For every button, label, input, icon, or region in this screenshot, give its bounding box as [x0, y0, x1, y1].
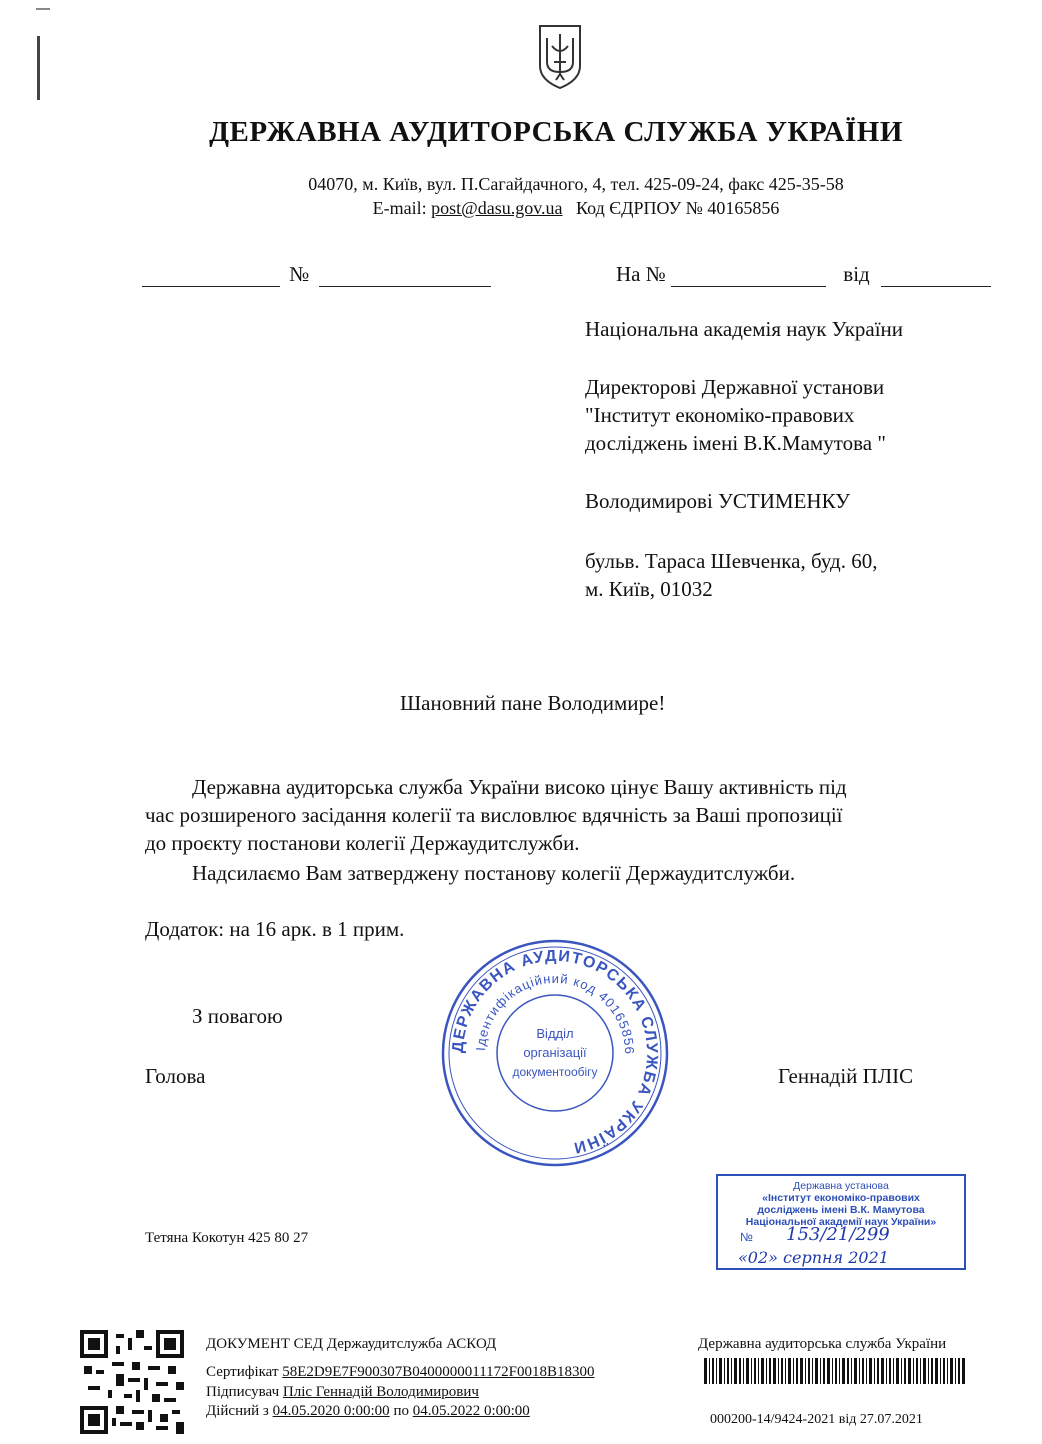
seal-center-2: організації: [523, 1045, 587, 1060]
recipient-address-2: м. Київ, 01032: [585, 577, 713, 601]
edrpou-code: Код ЄДРПОУ № 40165856: [576, 198, 780, 218]
valid-from-value: 04.05.2020 0:00:00: [272, 1403, 390, 1419]
number-blank: [319, 268, 491, 287]
body-p2: Надсилаємо Вам затверджену постанову колегії Держаудитслужби.: [192, 861, 796, 885]
outgoing-number-field: [142, 262, 491, 287]
executor-info: Тетяна Кокотун 425 80 27: [145, 1230, 309, 1246]
reg-stamp-date: «02» серпня 2021: [738, 1248, 889, 1267]
reg-stamp-no-label: №: [740, 1230, 753, 1244]
reg-stamp-number: 153/21/299: [786, 1224, 890, 1245]
sed-document-label: ДОКУМЕНТ СЕД Держаудитслужба АСКОД: [206, 1336, 497, 1352]
footer-agency: Державна аудиторська служба України: [698, 1336, 947, 1352]
attachment-note: Додаток: на 16 арк. в 1 прим.: [145, 917, 405, 941]
certificate-label: Сертифікат: [206, 1364, 283, 1380]
reg-stamp-line4: Національної академії наук України»: [745, 1216, 937, 1228]
barcode-icon: [704, 1358, 966, 1389]
seal-center-1: Відділ: [536, 1026, 574, 1041]
valid-to-value: 04.05.2022 0:00:00: [412, 1403, 530, 1419]
seal-center-3: документообігу: [512, 1065, 598, 1079]
reg-stamp-line3: досліджень імені В.К. Мамутова: [757, 1204, 925, 1216]
registration-number: 000200-14/9424-2021 від 27.07.2021: [710, 1412, 923, 1427]
number-label: №: [289, 262, 310, 286]
closing-regards: З повагою: [192, 1004, 283, 1028]
registration-stamp: [716, 1174, 966, 1270]
salutation: Шановний пане Володимире!: [400, 691, 666, 715]
agency-address: 04070, м. Київ, вул. П.Сагайдачного, 4, тел. 425-09-24, факс 425-35-58: [308, 174, 844, 194]
scan-mark: [36, 8, 50, 10]
valid-from-label: Дійсний з: [206, 1403, 273, 1419]
reg-stamp-line1: Державна установа: [793, 1180, 889, 1192]
recipient-address-1: бульв. Тараса Шевченка, буд. 60,: [585, 549, 878, 573]
recipient-person: Володимирові УСТИМЕНКУ: [585, 489, 851, 513]
agency-title: ДЕРЖАВНА АУДИТОРСЬКА СЛУЖБА УКРАЇНИ: [209, 116, 903, 148]
recipient-title-2: "Інститут економіко-правових: [585, 403, 855, 427]
signer-row: [206, 1384, 479, 1401]
recipient-title-1: Директорові Державної установи: [585, 375, 885, 399]
seal-ring-text: ДЕРЖАВНА АУДИТОРСЬКА СЛУЖБА УКРАЇНИ: [449, 947, 661, 1157]
coat-of-arms-icon: [536, 22, 584, 95]
validity-row: [206, 1403, 530, 1420]
body-p1-line3: до проєкту постанови колегії Держаудитслужби.: [145, 831, 580, 855]
date-blank: [142, 268, 280, 287]
email-link[interactable]: post@dasu.gov.ua: [431, 198, 563, 218]
email-label: E-mail:: [372, 198, 432, 218]
from-label: від: [843, 262, 870, 286]
signer-value: Пліс Геннадій Володимирович: [282, 1384, 479, 1400]
signer-name: Геннадій ПЛІС: [778, 1064, 914, 1088]
valid-to-label: по: [389, 1403, 413, 1419]
certificate-row: [206, 1364, 595, 1381]
agency-contacts: [0, 198, 1042, 219]
recipient-title-3: досліджень імені В.К.Мамутова ": [585, 431, 886, 455]
recipient-org: Національна академія наук України: [585, 317, 904, 341]
certificate-value: 58E2D9E7F900307B0400000011172F0018B18300: [282, 1364, 595, 1380]
incoming-reference-field: [616, 262, 991, 287]
on-number-blank: [671, 268, 826, 287]
signer-position: Голова: [145, 1064, 206, 1088]
signer-label: Підписувач: [206, 1384, 283, 1400]
seal-inner-text: Ідентифікаційний код 40165856: [473, 970, 638, 1056]
official-seal: [438, 936, 672, 1175]
qr-code-icon: [80, 1330, 184, 1439]
body-p1-line1: Державна аудиторська служба України високо цінує Вашу активність під: [192, 775, 847, 799]
scan-mark: [37, 36, 40, 100]
on-number-label: На №: [616, 262, 666, 286]
from-date-blank: [881, 268, 991, 287]
body-p1-line2: час розширеного засідання колегії та висловлює вдячність за Ваші пропозиції: [145, 803, 843, 827]
reg-stamp-line2: «Інститут економіко-правових: [762, 1192, 920, 1204]
